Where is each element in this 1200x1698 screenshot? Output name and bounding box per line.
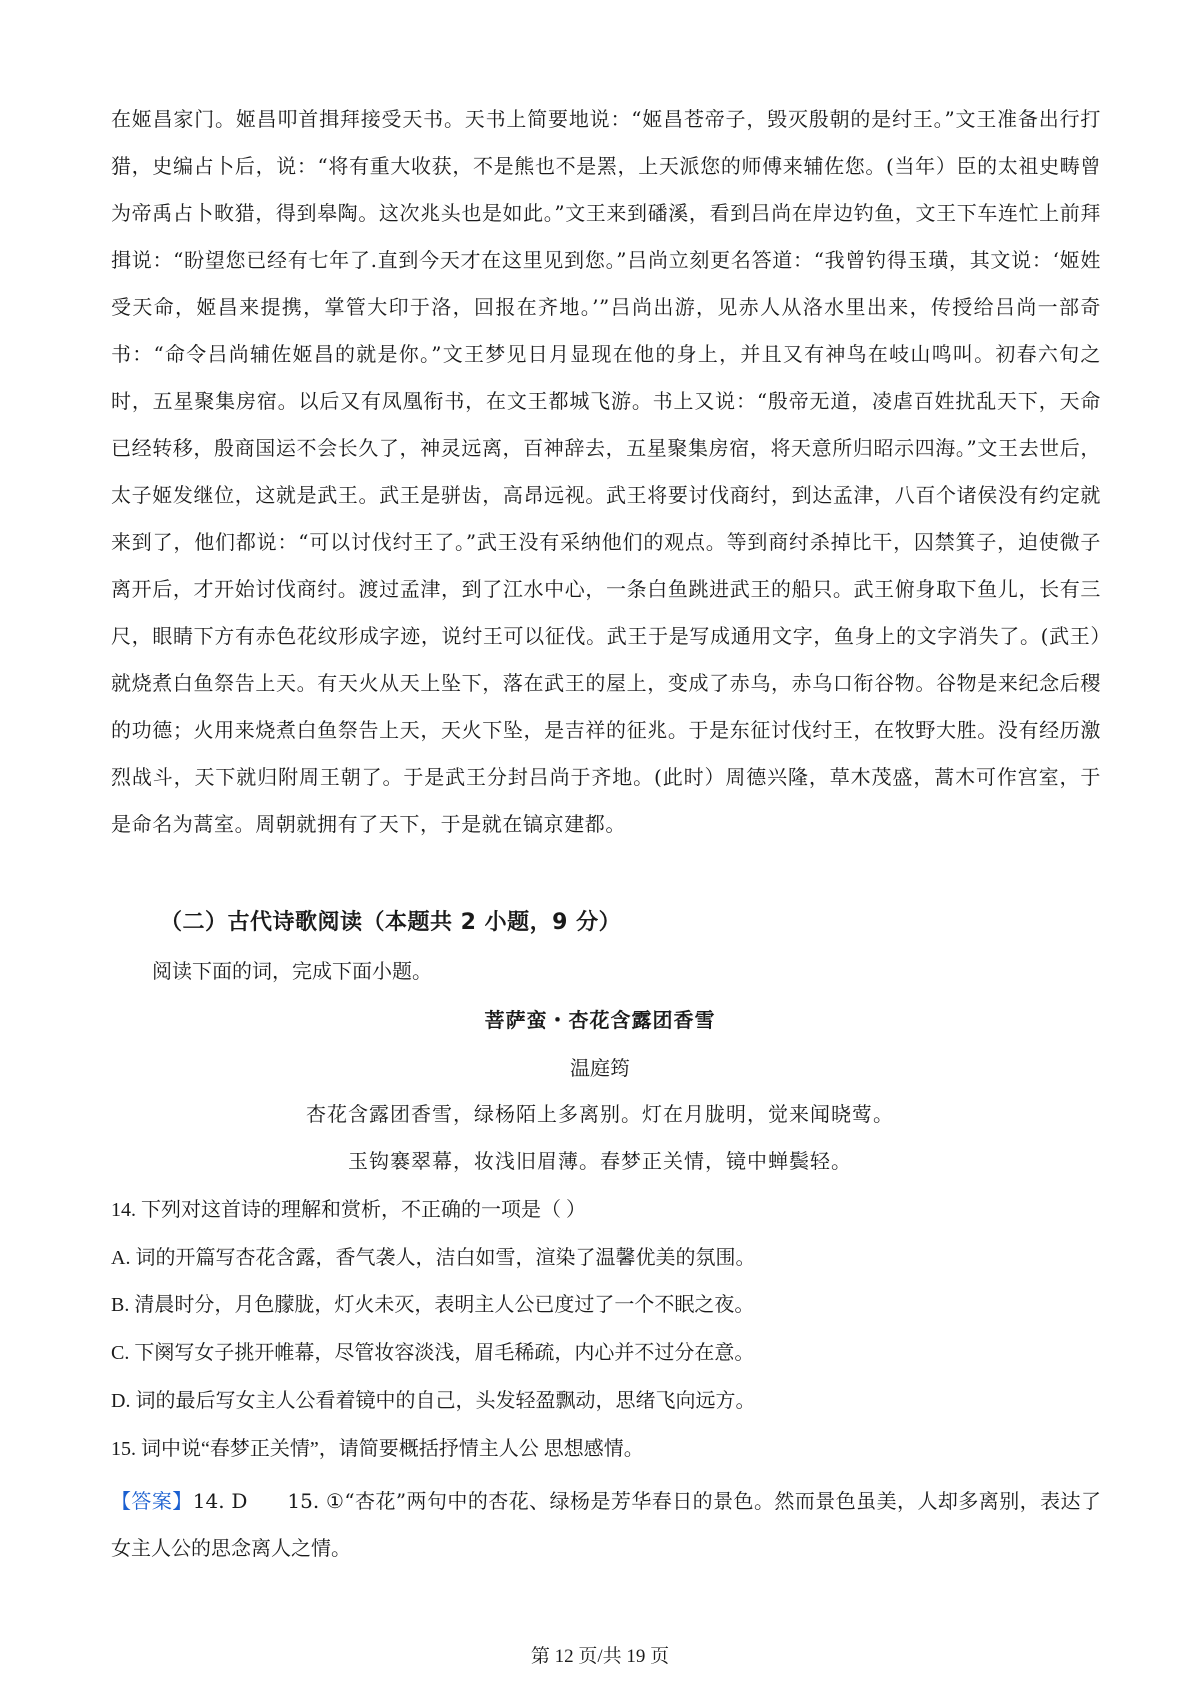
answer-block — [111, 1478, 1101, 1572]
question-14-option-d: D. 词的最后写女主人公看着镜中的自己，头发轻盈飘动，思绪飞向远方。 — [111, 1390, 756, 1412]
poem-line: 玉钩褰翠幕，妆浅旧眉薄。春梦正关情，镜中蝉鬓轻。 — [348, 1149, 852, 1173]
poem-title: 菩萨蛮・杏花含露团香雪 — [484, 1008, 716, 1032]
question-15-stem: 15. 词中说“春梦正关情”，请简要概括抒情主人公 思想感情。 — [111, 1438, 644, 1460]
poem-line: 杏花含露团香雪，绿杨陌上多离别。灯在月胧明，觉来闻晓莺。 — [306, 1102, 894, 1126]
answer-tag: 【答案】 — [111, 1489, 193, 1513]
poem-author: 温庭筠 — [570, 1056, 630, 1080]
question-14-option-a: A. 词的开篇写杏花含露，香气袭人，洁白如雪，渲染了温馨优美的氛围。 — [111, 1247, 756, 1269]
answer-15: 15. ①“杏花”两句中的杏花、绿杨是芳华春日的景色。然而景色虽美，人却多离别，表达了女主人公的思念离人之情。 — [111, 1489, 1101, 1560]
question-14-option-b: B. 清晨时分，月色朦胧，灯火未灭，表明主人公已度过了一个不眠之夜。 — [111, 1294, 755, 1316]
translation-paragraph: 在姬昌家门。姬昌叩首揖拜接受天书。天书上简要地说：“姬昌苍帝子，毁灭殷朝的是纣王。”文王准备出行打猎，史编占卜后，说：“将有重大收获，不是熊也不是罴，上天派您的师傅来辅佐您。(当年）臣的太祖史畴曾为帝禹占卜畋猎，得到皋陶。这次兆头也是如此。”文王来到磻溪，看到吕尚在岸边钓鱼，文王下车连忙上前拜揖说：“盼望您已经有七年了.直到今天才在这里见到您。”吕尚立刻更名答道：“我曾钓得玉璜，其文说：‘姬姓受天命，姬昌来提携，掌管大印于洛，回报在齐地。’”吕尚出游，见赤人从洛水里出来，传授给吕尚一部奇书：“命令吕尚辅佐姬昌的就是你。”文王梦见日月显现在他的身上，并且又有神鸟在岐山鸣叫。初春六旬之时，五星聚集房宿。以后又有凤凰衔书，在文王都城飞游。书上又说：“殷帝无道，凌虐百姓扰乱天下，天命已经转移，殷商国运不会长久了，神灵远离，百神辞去，五星聚集房宿，将天意所归昭示四海。”文王去世后，太子姬发继位，这就是武王。武王是骈齿，高昂远视。武王将要讨伐商纣，到达孟津，八百个诸侯没有约定就来到了，他们都说：“可以讨伐纣王了。”武王没有采纳他们的观点。等到商纣杀掉比干，囚禁箕子，迫使微子离开后，才开始讨伐商纣。渡过孟津，到了江水中心，一条白鱼跳进武王的船只。武王俯身取下鱼儿，长有三尺，眼睛下方有赤色花纹形成字迹，说纣王可以征伐。武王于是写成通用文字，鱼身上的文字消失了。(武王）就烧煮白鱼祭告上天。有天火从天上坠下，落在武王的屋上，变成了赤乌，赤乌口衔谷物。谷物是来纪念后稷的功德；火用来烧煮白鱼祭告上天，天火下坠，是吉祥的征兆。于是东征讨伐纣王，在牧野大胜。没有经历激烈战斗，天下就归附周王朝了。于是武王分封吕尚于齐地。(此时）周德兴隆，草木茂盛，蒿木可作宫室，于是命名为蒿室。周朝就拥有了天下，于是就在镐京建都。 — [111, 107, 1101, 836]
answer-14: 14. D — [192, 1489, 248, 1513]
reading-instruction: 阅读下面的词，完成下面小题。 — [152, 959, 432, 983]
question-14-option-c: C. 下阕写女子挑开帷幕，尽管妆容淡浅，眉毛稀疏，内心并不过分在意。 — [111, 1342, 755, 1364]
question-14-stem: 14. 下列对这首诗的理解和赏析，不正确的一项是（ ） — [111, 1199, 586, 1221]
section-title: （二）古代诗歌阅读（本题共 2 小题，9 分） — [160, 910, 622, 935]
page-footer: 第 12 页/共 19 页 — [530, 1646, 670, 1667]
